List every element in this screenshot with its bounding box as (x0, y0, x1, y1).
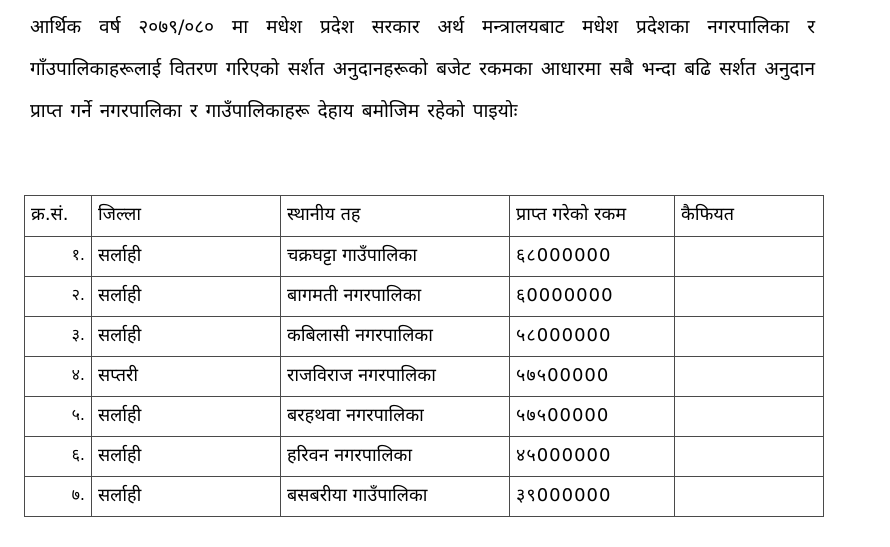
row-district: सर्लाही (92, 317, 281, 357)
row-district: सर्लाही (92, 477, 281, 517)
row-remarks (675, 437, 824, 477)
intro-paragraph: आर्थिक वर्ष २०७९/०८० मा मधेश प्रदेश सरकार अर्थ मन्त्रालयबाट मधेश प्रदेशका नगरपालिका र गाँउपालिकाहरूलाई वितरण गरिएको सर्शत अनुदानहरूको बजेट रकमका आधारमा सबै भन्दा बढि सर्शत अनुदान प्राप्त गर्ने नगरपालिका र गाउँपालिकाहरू देहाय बमोजिम रहेको पाइयोः (30, 16, 815, 122)
header-district: जिल्ला (92, 196, 281, 237)
row-serial-number: ३. (25, 317, 92, 357)
row-district: सर्लाही (92, 437, 281, 477)
row-remarks (675, 357, 824, 397)
row-local-level: बसबरीया गाउँपालिका (281, 477, 510, 517)
table-row (25, 397, 824, 437)
row-local-level: बरहथवा नगरपालिका (281, 397, 510, 437)
row-serial-number: ५. (25, 397, 92, 437)
row-remarks (675, 317, 824, 357)
row-local-level: चक्रघट्टा गाउँपालिका (281, 237, 510, 277)
row-amount: ६0000000 (510, 277, 675, 317)
table-row (25, 237, 824, 277)
header-serial-number: क्र.सं. (25, 196, 92, 237)
table-row (25, 437, 824, 477)
table-row (25, 477, 824, 517)
row-district: सर्लाही (92, 277, 281, 317)
table-row (25, 277, 824, 317)
row-amount: ६८000000 (510, 237, 675, 277)
table-row (25, 357, 824, 397)
row-serial-number: ७. (25, 477, 92, 517)
header-remarks: कैफियत (675, 196, 824, 237)
row-amount: ४५000000 (510, 437, 675, 477)
row-remarks (675, 277, 824, 317)
row-remarks (675, 237, 824, 277)
row-serial-number: ६. (25, 437, 92, 477)
row-local-level: हरिवन नगरपालिका (281, 437, 510, 477)
row-amount: ३९000000 (510, 477, 675, 517)
grant-table (24, 195, 824, 517)
row-local-level: राजविराज नगरपालिका (281, 357, 510, 397)
row-district: सर्लाही (92, 397, 281, 437)
row-local-level: कबिलासी नगरपालिका (281, 317, 510, 357)
row-remarks (675, 397, 824, 437)
row-serial-number: २. (25, 277, 92, 317)
row-district: सर्लाही (92, 237, 281, 277)
header-amount-received: प्राप्त गरेको रकम (510, 196, 675, 237)
row-serial-number: ४. (25, 357, 92, 397)
header-local-level: स्थानीय तह (281, 196, 510, 237)
row-amount: ५७५00000 (510, 397, 675, 437)
row-amount: ५७५00000 (510, 357, 675, 397)
row-district: सप्तरी (92, 357, 281, 397)
row-amount: ५८000000 (510, 317, 675, 357)
row-remarks (675, 477, 824, 517)
table-header-row (25, 196, 824, 237)
row-serial-number: १. (25, 237, 92, 277)
row-local-level: बागमती नगरपालिका (281, 277, 510, 317)
table-row (25, 317, 824, 357)
